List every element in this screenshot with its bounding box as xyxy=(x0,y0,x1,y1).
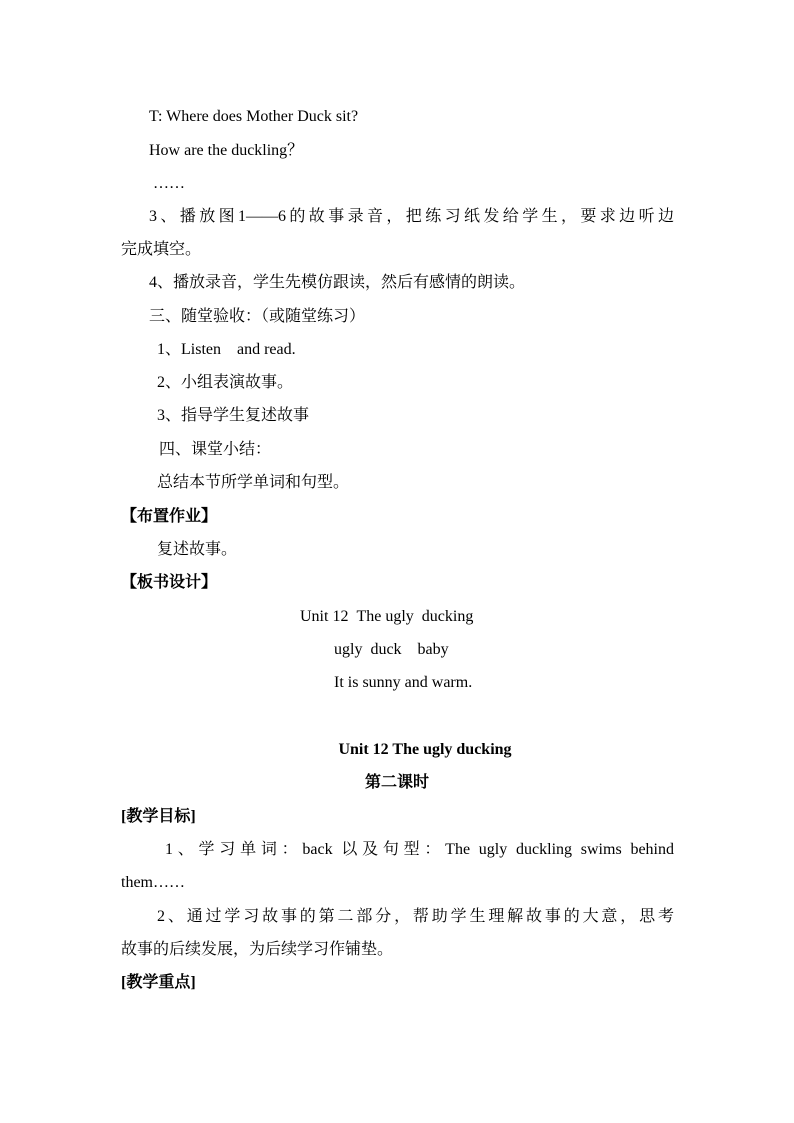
section-3-heading: 三、随堂验收：（或随堂练习） xyxy=(149,308,366,325)
practice-item-1: 1、Listen and read. xyxy=(157,341,296,358)
goal-1-continuation: them…… xyxy=(121,874,185,891)
step-3-continuation: 完成填空。 xyxy=(121,241,202,258)
section-4-heading: 四、课堂小结： xyxy=(159,441,272,458)
ellipsis-line: …… xyxy=(153,175,185,192)
key-points-heading: [教学重点] xyxy=(121,974,196,991)
board-line-1: Unit 12 The ugly ducking xyxy=(300,608,474,625)
step-4-line: 4、播放录音，学生先模仿跟读，然后有感情的朗读。 xyxy=(149,274,526,291)
practice-item-3: 3、指导学生复述故事 xyxy=(157,407,310,424)
unit-title: Unit 12 The ugly ducking xyxy=(338,741,512,758)
summary-line: 总结本节所学单词和句型。 xyxy=(157,474,350,491)
board-line-3: It is sunny and warm. xyxy=(334,674,473,691)
goal-2-continuation: 故事的后续发展，为后续学习作铺垫。 xyxy=(121,941,394,958)
practice-item-2: 2、小组表演故事。 xyxy=(157,374,294,391)
goal-1-line: 1、学习单词：back 以及句型：The ugly duckling swims behind xyxy=(165,841,674,858)
teaching-goals-heading: [教学目标] xyxy=(121,808,196,825)
question-line: T: Where does Mother Duck sit? xyxy=(149,108,359,125)
goal-2-line: 2、通过学习故事的第二部分，帮助学生理解故事的大意，思考 xyxy=(157,908,674,925)
board-line-2: ugly duck baby xyxy=(334,641,449,658)
step-3-line: 3、播放图1——6的故事录音，把练习纸发给学生，要求边听边 xyxy=(149,208,674,225)
board-design-heading: 【板书设计】 xyxy=(121,574,218,591)
homework-heading: 【布置作业】 xyxy=(121,508,218,525)
lesson-title: 第二课时 xyxy=(364,774,429,791)
question-line: How are the duckling？ xyxy=(149,142,304,159)
homework-line: 复述故事。 xyxy=(157,541,238,558)
